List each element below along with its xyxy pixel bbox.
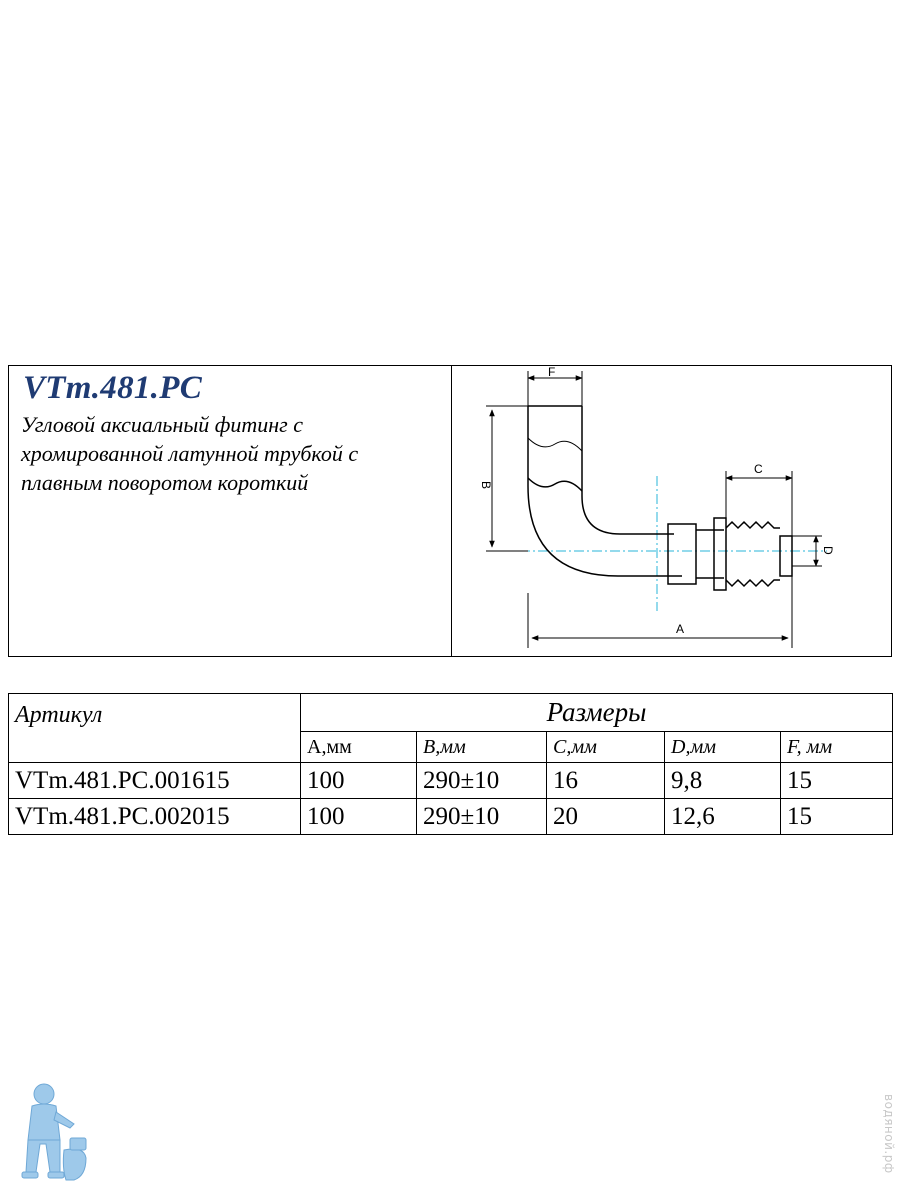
dim-label-a: A: [676, 622, 685, 636]
table-row: [9, 799, 893, 835]
product-spec-box: [8, 365, 892, 657]
value-a-cell: 100: [301, 763, 417, 799]
column-header-b: B,мм: [417, 731, 547, 763]
column-header-a: A,мм: [301, 731, 417, 763]
model-description: Угловой аксиальный фитинг с хромированной латунной трубкой с плавным поворотом короткий: [21, 412, 359, 495]
dimensions-header: Размеры: [301, 694, 893, 732]
watermark: водяной.рф: [882, 1094, 896, 1174]
value-c-cell: 16: [547, 763, 665, 799]
dimension-lines: [486, 371, 822, 648]
value-d-cell: 9,8: [665, 763, 781, 799]
value-d-cell: 12,6: [665, 799, 781, 835]
article-header: Артикул: [9, 694, 301, 763]
value-b-cell: 290±10: [417, 799, 547, 835]
table-header-row: [9, 694, 893, 732]
fitting-drawing: [452, 366, 892, 656]
dim-label-f: F: [548, 366, 556, 379]
column-header-c: C,мм: [547, 731, 665, 763]
value-b-cell: 290±10: [417, 763, 547, 799]
pipe-outline: [528, 406, 792, 590]
plumber-mascot-logo: [14, 1080, 94, 1190]
table-row: [9, 763, 893, 799]
article-cell: VTm.481.PC.001615: [9, 763, 301, 799]
column-header-d: D,мм: [665, 731, 781, 763]
value-f-cell: 15: [781, 799, 893, 835]
column-header-f: F, мм: [781, 731, 893, 763]
value-c-cell: 20: [547, 799, 665, 835]
dimensions-table: [8, 693, 893, 835]
article-cell: VTm.481.PC.002015: [9, 799, 301, 835]
value-f-cell: 15: [781, 763, 893, 799]
dim-label-b: B: [479, 481, 493, 490]
model-title: VTm.481.PC: [23, 370, 203, 406]
dim-label-d: D: [821, 546, 835, 555]
dim-label-c: C: [754, 462, 763, 476]
centerline: [502, 476, 827, 611]
value-a-cell: 100: [301, 799, 417, 835]
